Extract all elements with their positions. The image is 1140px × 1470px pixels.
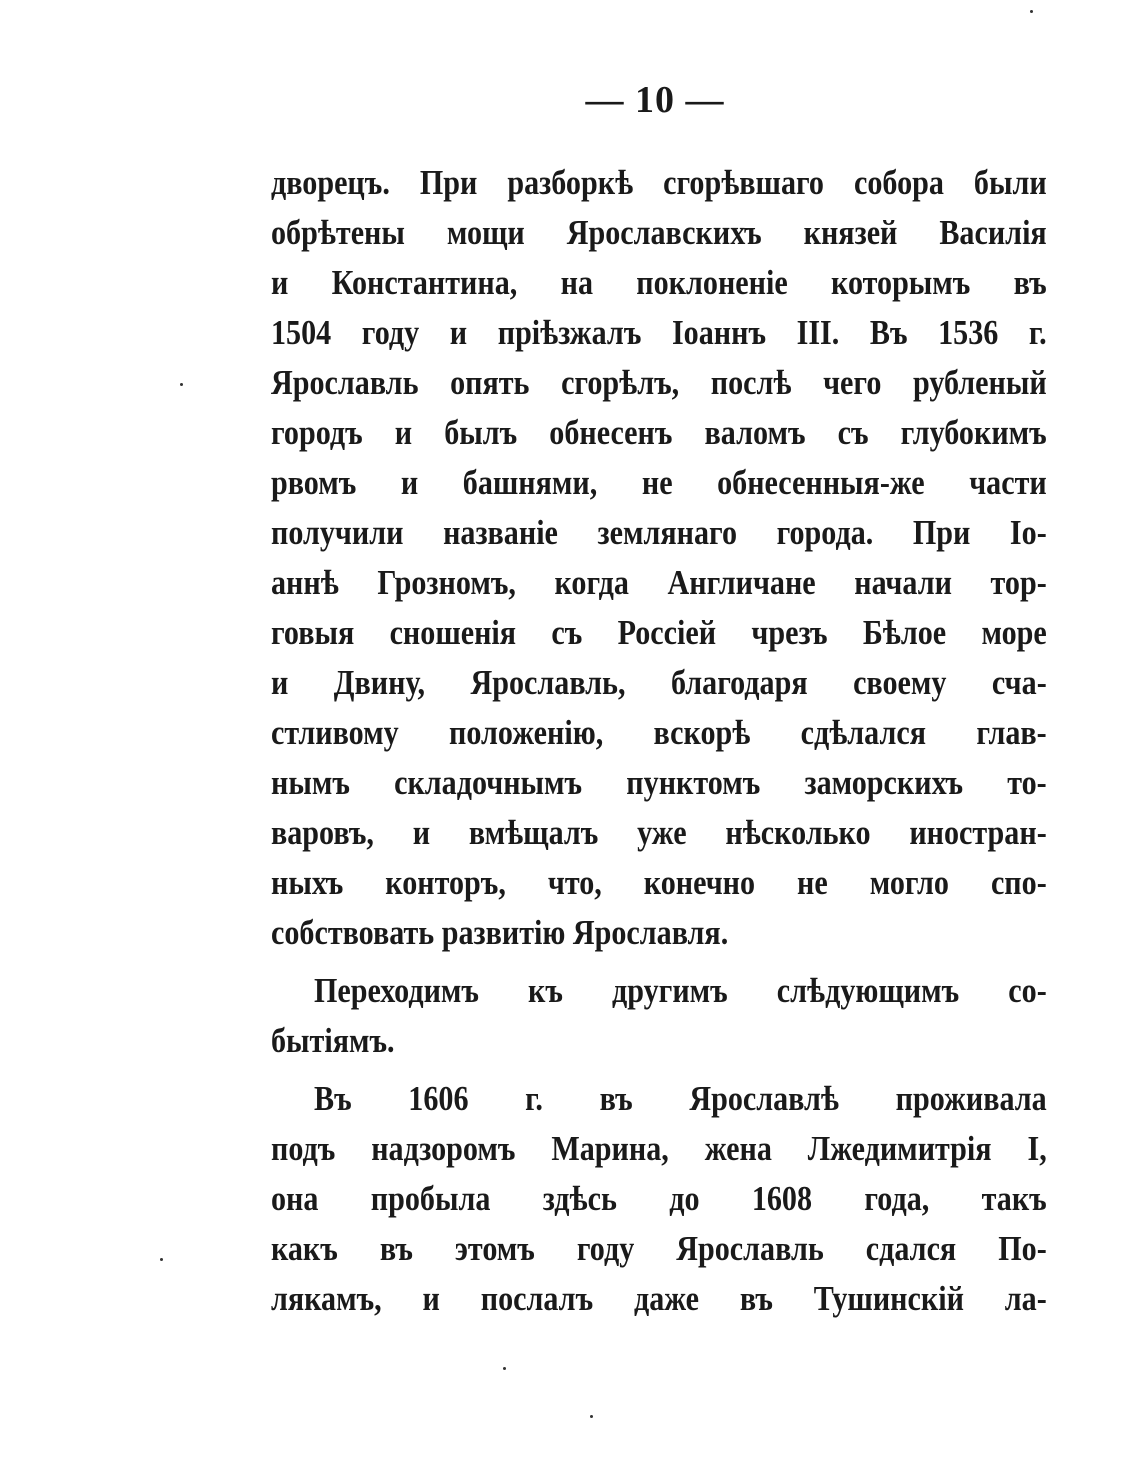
scan-speck [503,1367,506,1370]
scan-speck [160,1258,163,1261]
body-text [271,158,1047,1324]
text-line: ныхъ конторъ, что, конечно не могло спо- [271,863,1047,902]
text-line: Переходимъ къ другимъ слѣдующимъ со- [314,971,1047,1010]
text-line: говыя сношенія съ Россіей чрезъ Бѣлое море [271,613,1047,652]
paragraph [271,158,1047,958]
text-line: обрѣтены мощи Ярославскихъ князей Василія [271,213,1047,252]
text-line: и Двину, Ярославль, благодаря своему сча- [271,663,1047,702]
text-line: аннѣ Грозномъ, когда Англичане начали тор- [271,563,1047,602]
scan-speck [1030,10,1033,13]
text-line: она пробыла здѣсь до 1608 года, такъ [271,1179,1047,1218]
paragraph [271,966,1047,1066]
text-line: нымъ складочнымъ пунктомъ заморскихъ то- [271,763,1047,802]
text-line: Ярославль опять сгорѣлъ, послѣ чего рубленый [271,363,1047,402]
text-line: дворецъ. При разборкѣ сгорѣвшаго собора были [271,163,1047,202]
text-line: собствовать развитію Ярославля. [271,913,729,952]
text-line: какъ въ этомъ году Ярославль сдался По- [271,1229,1047,1268]
text-line: бытіямъ. [271,1021,395,1060]
scan-speck [180,383,183,386]
scan-speck [590,1415,593,1418]
text-line: стливому положенію, вскорѣ сдѣлался глав- [271,713,1047,752]
text-line: 1504 году и пріѣзжалъ Іоаннъ III. Въ 1536 г. [271,313,1047,352]
text-line: рвомъ и башнями, не обнесенныя-же части [271,463,1047,502]
text-line: лякамъ, и послалъ даже въ Тушинскій ла- [271,1279,1047,1318]
paragraph [271,1074,1047,1324]
text-line: варовъ, и вмѣщалъ уже нѣсколько иностран- [271,813,1047,852]
text-line: городъ и былъ обнесенъ валомъ съ глубокимъ [271,413,1047,452]
text-line: и Константина, на поклоненіе которымъ въ [271,263,1047,302]
text-line: подъ надзоромъ Марина, жена Лжедимитрія I, [271,1129,1047,1168]
text-line: Въ 1606 г. въ Ярославлѣ проживала [314,1079,1047,1118]
text-line: получили названіе землянаго города. При Іо- [271,513,1047,552]
page-number: — 10 — [585,79,725,121]
